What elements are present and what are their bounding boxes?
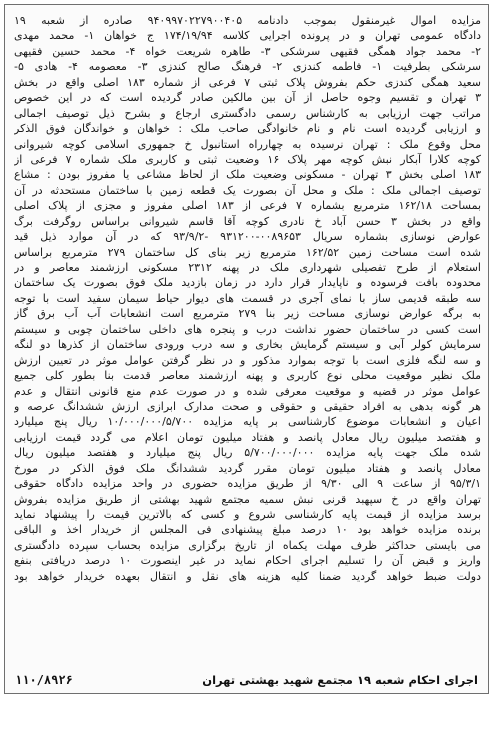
notice-line: مزایده اموال غیرمنقول بموجب دادنامه ۹۴۰۹۹۷۰۲۲۷۹۰۰۴۰۵ صادره از شعبه ۱۹ [14,14,481,27]
notice-line: بمساحت ۱۶۲/۱۸ مترمربع بشماره ۷ فرعی از ۱۸۳ اصلی مفروز و مجزی از پلاک اصلی [14,199,481,213]
notice-line: کوچه کلارا آبکار نبش کوچه مهر پلاک ۱۶ وضعیت ثبتی و کاربری ملک شماره ۷ فرعی از [14,152,481,166]
notice-line: استعلام از طرح تفصیلی شهرداری ملک در پهنه ۲۳۱۲ مسکونی ارزشمند معاصر و در [14,261,481,274]
notice-line: و ارزیابی گردیده است نام و نام خانوادگی صاحب ملک : خواهان و خواندگان فوق الذکر [14,122,481,136]
notice-line: شده ملک جهت پایه مزایده ۵/۷۰۰/۰۰۰/۰۰۰ ریال پنج میلیارد و هفتصد میلیون ریال [14,446,481,460]
notice-line: می بایستی حداکثر ظرف مهلت یکماه از تاریخ برگزاری مزایده بحساب سپرده دادگستری [14,538,481,552]
notice-line: واقع در بخش ۳ حسن آباد خ نادری کوچه آقا قاسم شیروانی براساس روگرفت برگ [14,214,481,228]
notice-line: و هفتصد میلیون ریال معادل پانصد و هفتاد میلیون تومان اعلام می گردد قیمت ارزیابی [14,430,481,444]
notice-line: برسد مزایده از قیمت پایه کارشناسی شروع و کسی که بالاترین قیمت را پیشنهاد نماید [14,508,481,521]
notice-line: عوامل موثر در قضیه و موقعیت معرفی شده و در صورت عدم منع قانونی انتقال و عدم [14,384,481,398]
notice-code: ۱۱۰/۸۹۲۶ [15,673,73,687]
notice-line: برنده مزایده خواهد بود ۱۰ درصد مبلغ پیشنهادی فی المجلس از خریدار اخذ و الباقی [14,523,481,537]
notice-line: شده است مساحت زمین ۱۶۲/۵۲ مترمربع زیر بنای کل ساختمان ۲۷۹ مترمربع براساس [14,245,481,259]
notice-line: ۳ تهران و تقسیم وجوه حاصل از آن بین مالکین صادر گردیده است که در این خصوص [14,91,481,105]
notice-line: سرمایش کولر آبی و سیستم گرمایش بخاری و سه درب ورودی ساختمان از کذرها دو لنگه [14,338,481,352]
notice-line: و سه لنگه فلزی است با توجه بموارد مذکور و در نظر گرفتن عوامل موثر در تعیین ارزش [14,353,481,367]
notice-line: سرشکی بطرفیت ۱- فاطمه کندزی ۲- فرهنگ صالح کندزی ۳- معصومه ۴- هادی ۵- [14,60,481,74]
notice-line: اعیان و انشعابات موضوع کارشناسی بر پایه مزایده ۱۰/۰۰۰/۰۰۰/۵/۷۰۰ ریال پنج میلیارد [14,415,481,429]
notice-line: توصیف اجمالی ملک : ملک و محل آن بصورت یک قطعه زمین با ساختمان مستحدثه در آن [14,183,481,197]
notice-line: ۲- محمد جواد همگی فقیهی سرشکی ۳- طاهره شریعت خواه ۴- محمد حسین فقیهی [14,44,481,58]
notice-line: دادگاه عمومی تهران و در پرونده اجرایی کلاسه ۱۷۴/۱۹/۹۴ ج خواهان ۱- محمد مهدی [14,29,481,43]
notice-line: تهران واقع در خ سپهبد قرنی نبش سمیه مجتمع شهید بهشتی از طریق مزایده بفروش [14,492,481,506]
notice-line: به برگه عوارض نوسازی مساحت زیر بنا ۲۷۹ مترمربع است انشعابات آب آب برق گاز [14,307,481,321]
notice-line: محدوده بافت فرسوده و ناپایدار قرار دارد در زمان بازدید ملک فوق بصورت یک ساختمان [14,276,481,290]
notice-line: محل وقوع ملک : تهران نرسیده به چهارراه استانبول خ جمهوری اسلامی کوچه شیروانی [14,137,481,151]
notice-line: معادل پانصد و هفتاد میلیون تومان مقرر گردید ششدانگ ملک فوق الذکر در مورخ [14,461,481,475]
auction-notice [4,4,489,694]
issuer-signature: اجرای احکام شعبه ۱۹ مجتمع شهید بهشتی تهران [202,673,478,687]
notice-line: ۱۸۳ اصلی بخش ۳ تهران - مسکونی وضعیت ملک از لحاظ مشاعی یا مفروز بودن : مشاع [14,168,481,182]
notice-line: مراتب جهت ارزیابی به کارشناس رسمی دادگستری ارجاع و بشرح ذیل توصیف اجمالی [14,106,481,120]
notice-line: است کسی در ساختمان حضور نداشت درب و پنجره های داخلی ساختمان چوبی و سیستم [14,322,481,336]
notice-line: دولت ضبط خواهد گردید ضمنا کلیه هزینه های نقل و انتقال بعهده خریدار خواهد بود [14,569,481,583]
notice-body-text [14,13,481,584]
notice-line: ۹۵/۳/۱ از ساعت ۹ الی ۹/۳۰ از طریق مزایده حضوری در واحد مزایده دادگاه حقوقی [14,477,481,491]
notice-footer [15,670,478,690]
notice-line: سه طبقه قدیمی ساز با نمای آجری در قسمت های دیوار حیاط سیمان سفید است با توجه [14,291,481,305]
notice-line: واریز و قبض آن را تسلیم اجرای احکام نماید در غیر اینصورت ۱۰ درصد دریافتی بنفع [14,554,481,568]
notice-line: سعید همگی کندزی حکم بفروش پلاک ثبتی ۷ فرعی از شماره ۱۸۳ اصلی واقع در بخش [14,75,481,89]
notice-line: ملک نظیر موقعیت محلی نوع کاربری و پهنه ارزشمند معاصر قدمت بنا بطور کلی جمیع [14,369,481,383]
notice-line: هر گونه بدهی به افراد حقیقی و حقوقی و صحت مدارک ابرازی ارزش ششدانگ عرصه و [14,399,481,413]
notice-line: عوارض نوسازی بشماره سریال ۰۰۸۹۶۵۳-۹۳۱۲۰۰ -۹۳/۹/۲ که در آن موارد ذیل قید [14,230,481,244]
